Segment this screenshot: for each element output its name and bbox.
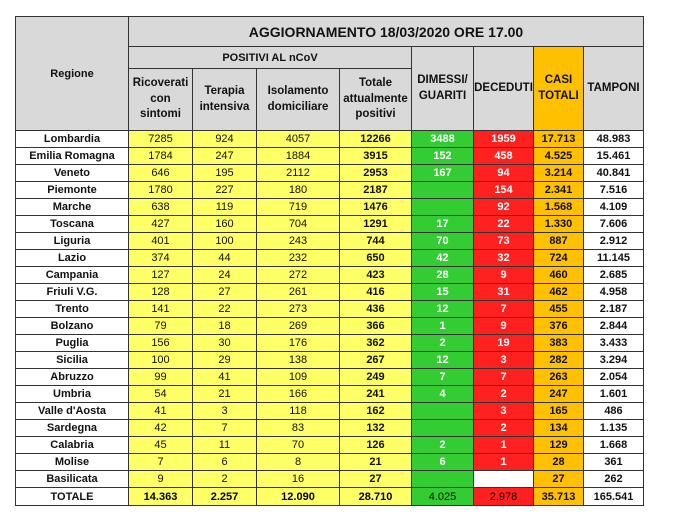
cell-terapia: 27 [193, 284, 257, 301]
table-row [16, 352, 644, 369]
cell-dimessi: 28 [412, 267, 474, 284]
cell-tamponi: 40.841 [584, 165, 644, 182]
cell-regione: Lombardia [16, 131, 129, 148]
cell-totale: 2953 [340, 165, 412, 182]
cell-casi: 134 [534, 420, 584, 437]
cell-tamponi: 3.294 [584, 352, 644, 369]
cell-casi: 1.568 [534, 199, 584, 216]
cell-terapia: 22 [193, 301, 257, 318]
cell-isolamento: 704 [257, 216, 340, 233]
cell-casi: 247 [534, 386, 584, 403]
cell-totale: 12266 [340, 131, 412, 148]
totals-label: TOTALE [16, 488, 129, 506]
table-row [16, 250, 644, 267]
cell-totale: 1476 [340, 199, 412, 216]
cell-regione: Emilia Romagna [16, 148, 129, 165]
cell-tamponi: 48.983 [584, 131, 644, 148]
cell-regione: Campania [16, 267, 129, 284]
cell-ricoverati: 54 [129, 386, 193, 403]
cell-ricoverati: 79 [129, 318, 193, 335]
cell-deceduti: 31 [474, 284, 534, 301]
cell-ricoverati: 646 [129, 165, 193, 182]
table-row [16, 318, 644, 335]
cell-deceduti: 73 [474, 233, 534, 250]
cell-terapia: 227 [193, 182, 257, 199]
cell-ricoverati: 1784 [129, 148, 193, 165]
cell-casi: 724 [534, 250, 584, 267]
cell-regione: Piemonte [16, 182, 129, 199]
cell-tamponi: 4.109 [584, 199, 644, 216]
cell-terapia: 7 [193, 420, 257, 437]
cell-deceduti: 3 [474, 403, 534, 420]
cell-tamponi: 1.601 [584, 386, 644, 403]
cell-casi: 129 [534, 437, 584, 454]
cell-totale: 744 [340, 233, 412, 250]
cell-regione: Sicilia [16, 352, 129, 369]
cell-casi: 4.525 [534, 148, 584, 165]
cell-totale: 27 [340, 471, 412, 488]
cell-isolamento: 70 [257, 437, 340, 454]
totals-casi: 35.713 [534, 488, 584, 506]
cell-regione: Basilicata [16, 471, 129, 488]
cell-ricoverati: 45 [129, 437, 193, 454]
totals-isolamento: 12.090 [257, 488, 340, 506]
cell-isolamento: 176 [257, 335, 340, 352]
cell-isolamento: 118 [257, 403, 340, 420]
cell-totale: 416 [340, 284, 412, 301]
cell-regione: Lazio [16, 250, 129, 267]
table-body [16, 131, 644, 488]
cell-casi: 165 [534, 403, 584, 420]
cell-ricoverati: 7285 [129, 131, 193, 148]
cell-dimessi: 152 [412, 148, 474, 165]
cell-ricoverati: 1780 [129, 182, 193, 199]
cell-isolamento: 16 [257, 471, 340, 488]
cell-totale: 132 [340, 420, 412, 437]
table-row [16, 403, 644, 420]
cell-regione: Calabria [16, 437, 129, 454]
cell-isolamento: 273 [257, 301, 340, 318]
cell-isolamento: 1884 [257, 148, 340, 165]
cell-deceduti [474, 471, 534, 488]
cell-terapia: 18 [193, 318, 257, 335]
table-row [16, 199, 644, 216]
cell-dimessi: 15 [412, 284, 474, 301]
cell-casi: 28 [534, 454, 584, 471]
totals-tamponi: 165.541 [584, 488, 644, 506]
cell-totale: 241 [340, 386, 412, 403]
cell-terapia: 100 [193, 233, 257, 250]
cell-tamponi: 2.912 [584, 233, 644, 250]
cell-terapia: 21 [193, 386, 257, 403]
cell-ricoverati: 427 [129, 216, 193, 233]
cell-terapia: 2 [193, 471, 257, 488]
cell-isolamento: 719 [257, 199, 340, 216]
cell-totale: 249 [340, 369, 412, 386]
cell-dimessi: 17 [412, 216, 474, 233]
header-ricoverati: Ricoverati con sintomi [129, 69, 193, 131]
cell-regione: Trento [16, 301, 129, 318]
cell-terapia: 41 [193, 369, 257, 386]
cell-deceduti: 154 [474, 182, 534, 199]
header-tamponi: TAMPONI [584, 47, 644, 131]
header-isolamento: Isolamento domiciliare [257, 69, 340, 131]
cell-regione: Toscana [16, 216, 129, 233]
table-row [16, 335, 644, 352]
cell-regione: Umbria [16, 386, 129, 403]
cell-terapia: 247 [193, 148, 257, 165]
totals-dimessi: 4.025 [412, 488, 474, 506]
cell-isolamento: 272 [257, 267, 340, 284]
cell-casi: 460 [534, 267, 584, 284]
cell-deceduti: 32 [474, 250, 534, 267]
cell-isolamento: 166 [257, 386, 340, 403]
cell-dimessi: 6 [412, 454, 474, 471]
table-row [16, 471, 644, 488]
table-row [16, 165, 644, 182]
cell-deceduti: 94 [474, 165, 534, 182]
cell-isolamento: 109 [257, 369, 340, 386]
table-row [16, 216, 644, 233]
table-row [16, 369, 644, 386]
cell-totale: 650 [340, 250, 412, 267]
cell-tamponi: 15.461 [584, 148, 644, 165]
cell-terapia: 24 [193, 267, 257, 284]
cell-isolamento: 269 [257, 318, 340, 335]
totals-totale: 28.710 [340, 488, 412, 506]
cell-ricoverati: 638 [129, 199, 193, 216]
cell-isolamento: 8 [257, 454, 340, 471]
cell-dimessi: 3488 [412, 131, 474, 148]
cell-tamponi: 7.516 [584, 182, 644, 199]
table-row [16, 420, 644, 437]
cell-isolamento: 243 [257, 233, 340, 250]
covid-report [15, 16, 644, 506]
table-row [16, 386, 644, 403]
cell-dimessi: 2 [412, 335, 474, 352]
cell-casi: 383 [534, 335, 584, 352]
cell-ricoverati: 127 [129, 267, 193, 284]
cell-casi: 17.713 [534, 131, 584, 148]
header-regione: Regione [16, 17, 129, 131]
cell-regione: Liguria [16, 233, 129, 250]
table-row [16, 301, 644, 318]
cell-casi: 1.330 [534, 216, 584, 233]
cell-tamponi: 7.606 [584, 216, 644, 233]
cell-totale: 3915 [340, 148, 412, 165]
cell-regione: Abruzzo [16, 369, 129, 386]
cell-regione: Bolzano [16, 318, 129, 335]
cell-totale: 162 [340, 403, 412, 420]
totals-deceduti: 2.978 [474, 488, 534, 506]
cell-deceduti: 7 [474, 369, 534, 386]
cell-totale: 436 [340, 301, 412, 318]
cell-totale: 366 [340, 318, 412, 335]
cell-terapia: 195 [193, 165, 257, 182]
cell-tamponi: 2.054 [584, 369, 644, 386]
cell-tamponi: 11.145 [584, 250, 644, 267]
cell-deceduti: 1 [474, 454, 534, 471]
table-row [16, 131, 644, 148]
header-deceduti: DECEDUTI [474, 47, 534, 131]
cell-ricoverati: 141 [129, 301, 193, 318]
totals-row [16, 488, 644, 506]
cell-tamponi: 486 [584, 403, 644, 420]
cell-casi: 462 [534, 284, 584, 301]
cell-isolamento: 138 [257, 352, 340, 369]
report-title: AGGIORNAMENTO 18/03/2020 ORE 17.00 [129, 17, 644, 47]
cell-tamponi: 4.958 [584, 284, 644, 301]
cell-ricoverati: 374 [129, 250, 193, 267]
cell-tamponi: 3.433 [584, 335, 644, 352]
cell-deceduti: 9 [474, 267, 534, 284]
cell-dimessi: 70 [412, 233, 474, 250]
cell-tamponi: 1.668 [584, 437, 644, 454]
cell-totale: 1291 [340, 216, 412, 233]
table-row [16, 182, 644, 199]
cell-totale: 362 [340, 335, 412, 352]
cell-dimessi [412, 199, 474, 216]
cell-ricoverati: 9 [129, 471, 193, 488]
cell-terapia: 3 [193, 403, 257, 420]
cell-deceduti: 2 [474, 386, 534, 403]
cell-dimessi [412, 471, 474, 488]
cell-ricoverati: 7 [129, 454, 193, 471]
cell-ricoverati: 99 [129, 369, 193, 386]
cell-dimessi [412, 403, 474, 420]
cell-tamponi: 1.135 [584, 420, 644, 437]
cell-isolamento: 83 [257, 420, 340, 437]
cell-terapia: 11 [193, 437, 257, 454]
cell-terapia: 30 [193, 335, 257, 352]
totals-ricoverati: 14.363 [129, 488, 193, 506]
table-row [16, 233, 644, 250]
cell-dimessi: 12 [412, 352, 474, 369]
cell-deceduti: 1 [474, 437, 534, 454]
cell-tamponi: 262 [584, 471, 644, 488]
cell-tamponi: 361 [584, 454, 644, 471]
cell-regione: Molise [16, 454, 129, 471]
cell-dimessi: 1 [412, 318, 474, 335]
cell-casi: 3.214 [534, 165, 584, 182]
cell-ricoverati: 42 [129, 420, 193, 437]
cell-regione: Sardegna [16, 420, 129, 437]
cell-regione: Puglia [16, 335, 129, 352]
cell-regione: Friuli V.G. [16, 284, 129, 301]
cell-totale: 21 [340, 454, 412, 471]
cell-casi: 27 [534, 471, 584, 488]
cell-deceduti: 19 [474, 335, 534, 352]
cell-isolamento: 2112 [257, 165, 340, 182]
cell-isolamento: 4057 [257, 131, 340, 148]
header-positivi: POSITIVI AL nCoV [129, 47, 412, 69]
header-terapia: Terapia intensiva [193, 69, 257, 131]
cell-tamponi: 2.844 [584, 318, 644, 335]
cell-dimessi: 7 [412, 369, 474, 386]
cell-casi: 282 [534, 352, 584, 369]
cell-casi: 2.341 [534, 182, 584, 199]
cell-dimessi: 4 [412, 386, 474, 403]
cell-terapia: 160 [193, 216, 257, 233]
cell-dimessi [412, 182, 474, 199]
table-row [16, 437, 644, 454]
cell-totale: 2187 [340, 182, 412, 199]
header-dimessi: DIMESSI/ GUARITI [412, 47, 474, 131]
header-totale-positivi: Totale attualmente positivi [340, 69, 412, 131]
cell-deceduti: 2 [474, 420, 534, 437]
cell-ricoverati: 156 [129, 335, 193, 352]
cell-ricoverati: 41 [129, 403, 193, 420]
cell-deceduti: 92 [474, 199, 534, 216]
cell-terapia: 924 [193, 131, 257, 148]
cell-terapia: 29 [193, 352, 257, 369]
cell-deceduti: 7 [474, 301, 534, 318]
cell-regione: Veneto [16, 165, 129, 182]
cell-tamponi: 2.685 [584, 267, 644, 284]
cell-casi: 887 [534, 233, 584, 250]
table-row [16, 284, 644, 301]
covid-table [15, 16, 644, 506]
cell-regione: Marche [16, 199, 129, 216]
cell-casi: 455 [534, 301, 584, 318]
cell-deceduti: 1959 [474, 131, 534, 148]
header-casi-totali: CASI TOTALI [534, 47, 584, 131]
cell-ricoverati: 128 [129, 284, 193, 301]
cell-regione: Valle d'Aosta [16, 403, 129, 420]
cell-deceduti: 3 [474, 352, 534, 369]
cell-dimessi [412, 420, 474, 437]
cell-deceduti: 458 [474, 148, 534, 165]
cell-terapia: 6 [193, 454, 257, 471]
cell-deceduti: 9 [474, 318, 534, 335]
cell-casi: 263 [534, 369, 584, 386]
cell-dimessi: 12 [412, 301, 474, 318]
cell-totale: 423 [340, 267, 412, 284]
cell-isolamento: 232 [257, 250, 340, 267]
table-row [16, 267, 644, 284]
table-row [16, 148, 644, 165]
cell-dimessi: 2 [412, 437, 474, 454]
cell-tamponi: 2.187 [584, 301, 644, 318]
cell-terapia: 44 [193, 250, 257, 267]
cell-totale: 267 [340, 352, 412, 369]
cell-dimessi: 42 [412, 250, 474, 267]
table-row [16, 454, 644, 471]
cell-isolamento: 180 [257, 182, 340, 199]
cell-casi: 376 [534, 318, 584, 335]
totals-terapia: 2.257 [193, 488, 257, 506]
cell-deceduti: 22 [474, 216, 534, 233]
cell-dimessi: 167 [412, 165, 474, 182]
cell-ricoverati: 100 [129, 352, 193, 369]
cell-isolamento: 261 [257, 284, 340, 301]
cell-ricoverati: 401 [129, 233, 193, 250]
cell-terapia: 119 [193, 199, 257, 216]
cell-totale: 126 [340, 437, 412, 454]
